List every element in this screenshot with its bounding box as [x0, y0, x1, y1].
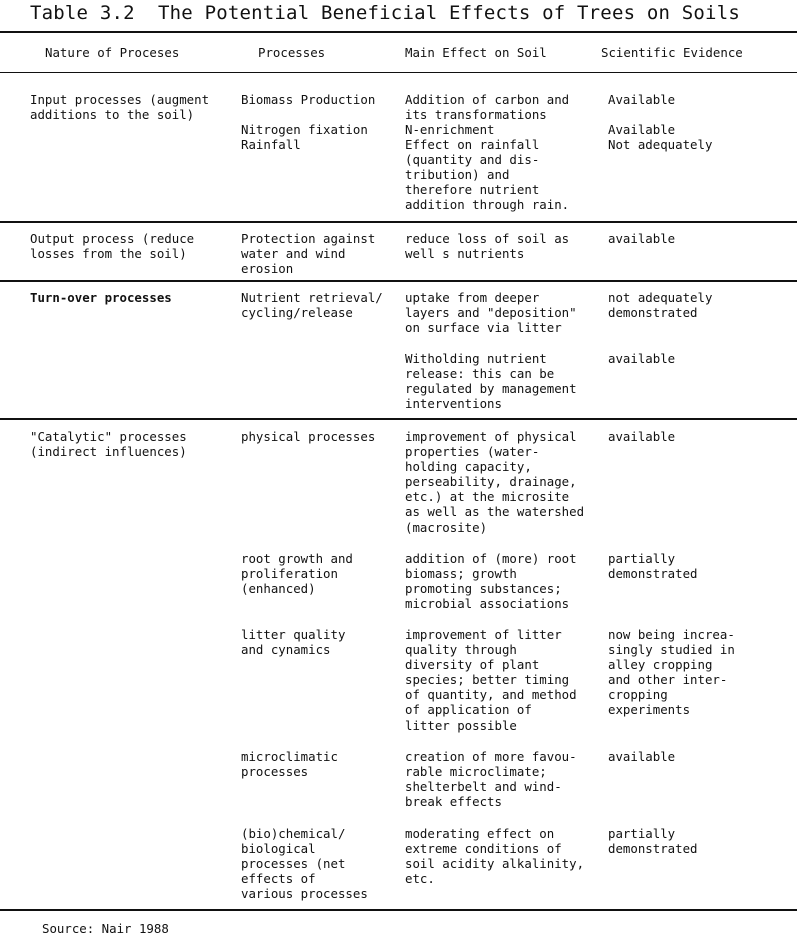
input-nature: Input processes (augment additions to the soil) — [30, 92, 210, 123]
output-evidence-1: available — [608, 231, 676, 246]
input-process-2: Nitrogen fixation Rainfall — [241, 122, 368, 153]
output-effect-1: reduce loss of soil as well s nutrients — [405, 231, 570, 262]
input-effect-2: N-enrichment Effect on rainfall (quantity and dis- tribution) and therefore nutrient addition through rain. — [405, 122, 570, 213]
turnover-effect-1: uptake from deeper layers and "deposition" on surface via litter — [405, 290, 577, 336]
catalytic-process-5: (bio)chemical/ biological processes (net effects of various processes — [241, 826, 368, 902]
bottom-rule — [0, 909, 797, 911]
section-rule — [0, 418, 797, 420]
catalytic-effect-4: creation of more favou- rable microclimate; shelterbelt and wind- break effects — [405, 749, 577, 810]
turnover-evidence-2: available — [608, 351, 676, 366]
turnover-process-1: Nutrient retrieval/ cycling/release — [241, 290, 383, 321]
catalytic-effect-2: addition of (more) root biomass; growth promoting substances; microbial associations — [405, 551, 577, 612]
turnover-evidence-1: not adequately demonstrated — [608, 290, 713, 321]
catalytic-effect-3: improvement of litter quality through diversity of plant species; better timing of quantity, and method of application of litter possible — [405, 627, 577, 733]
input-process-1: Biomass Production — [241, 92, 376, 107]
section-rule — [0, 221, 797, 223]
catalytic-evidence-5: partially demonstrated — [608, 826, 698, 857]
top-rule — [0, 31, 797, 33]
catalytic-evidence-3: now being increa- singly studied in alley cropping and other inter- cropping experiments — [608, 627, 735, 718]
catalytic-process-2: root growth and proliferation (enhanced) — [241, 551, 353, 597]
output-nature: Output process (reduce losses from the soil) — [30, 231, 195, 262]
catalytic-effect-5: moderating effect on extreme conditions of soil acidity alkalinity, etc. — [405, 826, 585, 887]
catalytic-process-3: litter quality and cynamics — [241, 627, 346, 658]
input-evidence-1: Available — [608, 92, 676, 107]
turnover-nature: Turn-over processes — [30, 290, 172, 305]
catalytic-evidence-4: available — [608, 749, 676, 764]
input-evidence-2: Available Not adequately — [608, 122, 713, 153]
table-title: Table 3.2 The Potential Beneficial Effects of Trees on Soils — [30, 2, 740, 24]
catalytic-nature: "Catalytic" processes (indirect influences) — [30, 429, 187, 460]
catalytic-evidence-2: partially demonstrated — [608, 551, 698, 582]
header-evidence: Scientific Evidence — [601, 45, 743, 60]
header-processes: Processes — [258, 45, 326, 60]
section-rule — [0, 280, 797, 282]
catalytic-process-4: microclimatic processes — [241, 749, 338, 780]
catalytic-effect-1: improvement of physical properties (water- holding capacity, perseability, drainage, etc.) at the microsite as well as the watershed (macrosite) — [405, 429, 585, 535]
turnover-effect-2: Witholding nutrient release: this can be regulated by management interventions — [405, 351, 577, 412]
input-effect-1: Addition of carbon and its transformations — [405, 92, 570, 123]
catalytic-evidence-1: available — [608, 429, 676, 444]
header-rule — [0, 72, 797, 73]
header-effect: Main Effect on Soil — [405, 45, 547, 60]
catalytic-process-1: physical processes — [241, 429, 376, 444]
source-note: Source: Nair 1988 — [42, 921, 169, 936]
output-process-1: Protection against water and wind erosion — [241, 231, 376, 277]
header-nature: Nature of Proceses — [45, 45, 180, 60]
